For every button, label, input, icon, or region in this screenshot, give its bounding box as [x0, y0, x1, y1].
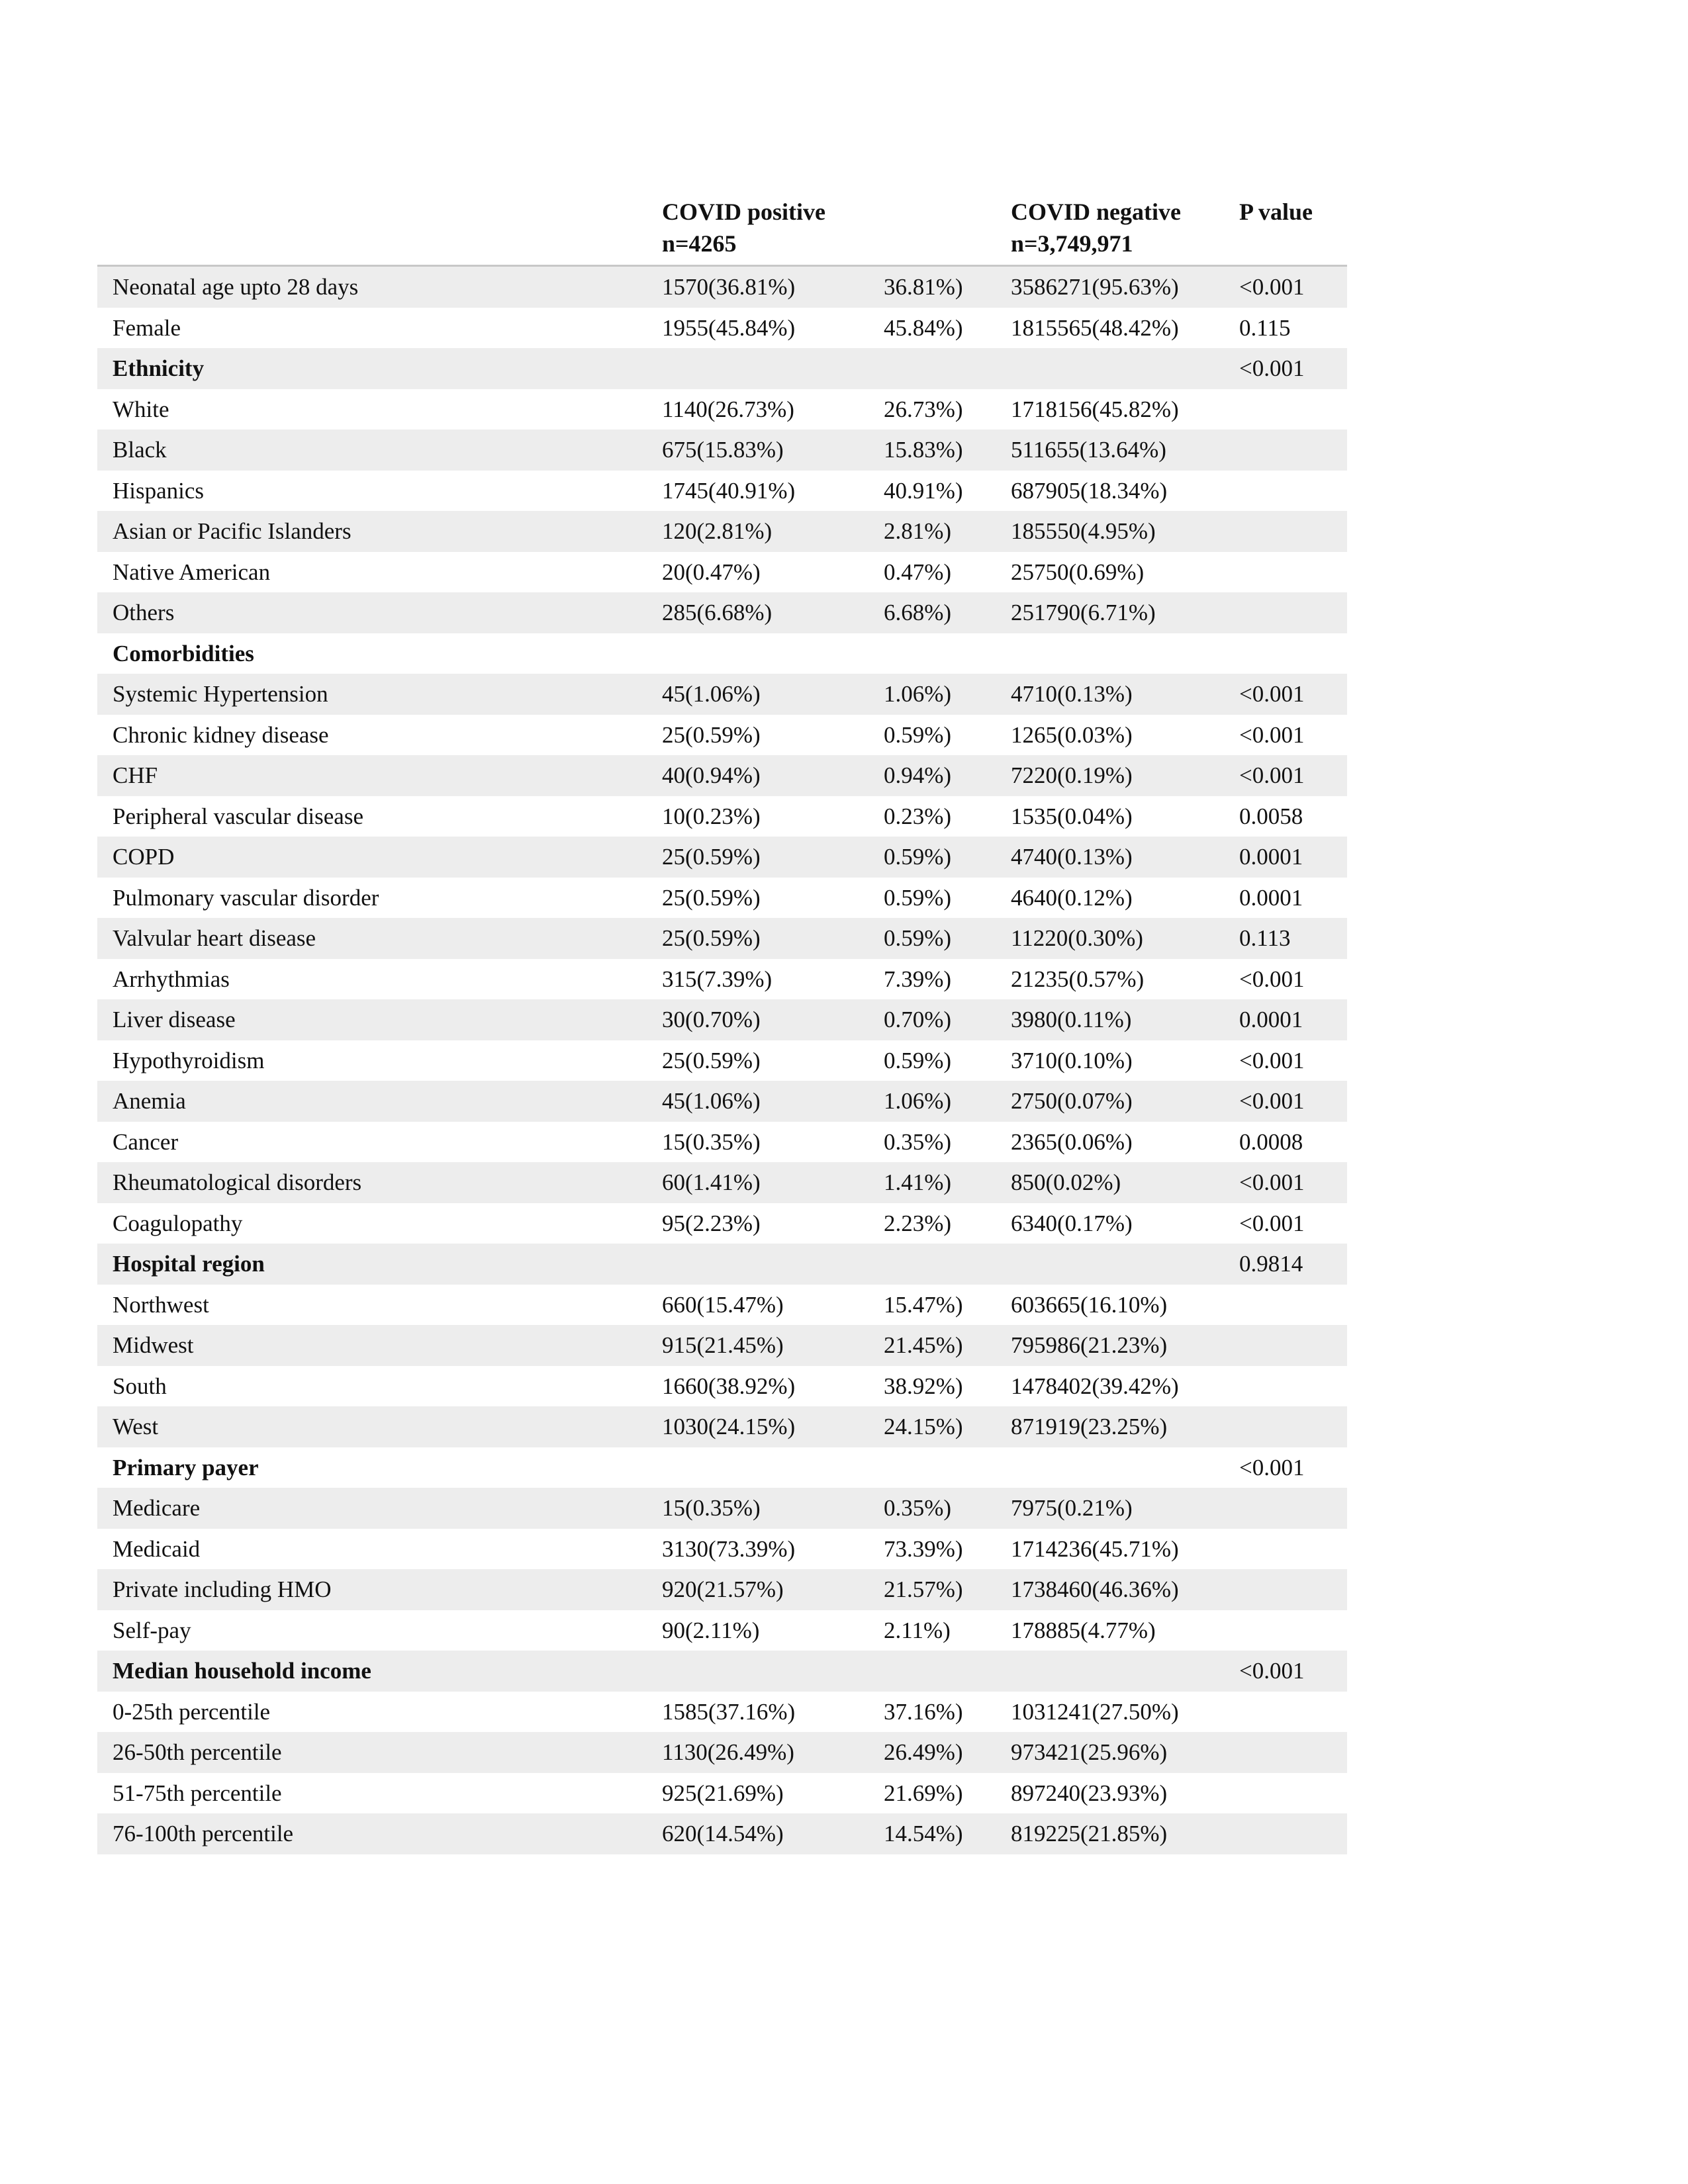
percent-cell: 1.06%) [884, 1088, 952, 1114]
covid-positive-cell: 120(2.81%) [662, 518, 773, 544]
table-row [97, 1813, 1347, 1854]
covid-negative-cell: 973421(25.96%) [1011, 1739, 1168, 1765]
percent-cell: 0.94%) [884, 762, 952, 788]
table-row [97, 1692, 1347, 1733]
table-row [97, 1162, 1347, 1203]
row-label: Others [113, 600, 175, 625]
p-value-cell: 0.115 [1239, 314, 1291, 341]
p-value-cell: 0.0001 [1239, 1007, 1303, 1032]
row-label: Medicaid [113, 1535, 201, 1562]
covid-negative-cell: 7975(0.21%) [1011, 1495, 1133, 1521]
row-label: 26-50th percentile [113, 1739, 282, 1765]
row-label: 51-75th percentile [113, 1780, 282, 1806]
row-label: Cancer [113, 1128, 179, 1155]
percent-cell: 1.06%) [884, 681, 952, 707]
section-header-row [97, 633, 1347, 674]
covid-negative-cell: 4740(0.13%) [1011, 844, 1133, 870]
p-value-cell: <0.001 [1239, 274, 1305, 300]
covid-negative-cell: 21235(0.57%) [1011, 966, 1145, 992]
covid-negative-cell: 4640(0.12%) [1011, 884, 1133, 911]
covid-positive-cell: 20(0.47%) [662, 559, 761, 585]
header-p-value [1239, 196, 1313, 228]
row-label: Systemic Hypertension [113, 681, 328, 707]
covid-negative-cell: 25750(0.69%) [1011, 559, 1145, 585]
row-label: Chronic kidney disease [113, 721, 329, 748]
table-row [97, 1773, 1347, 1814]
covid-negative-cell: 3710(0.10%) [1011, 1047, 1133, 1073]
percent-cell: 7.39%) [884, 966, 952, 992]
covid-positive-cell: 10(0.23%) [662, 803, 761, 829]
row-label: Comorbidities [113, 640, 254, 666]
percent-cell: 45.84%) [884, 314, 963, 341]
percent-cell: 1.41%) [884, 1169, 952, 1195]
percent-cell: 26.73%) [884, 396, 963, 422]
percent-cell: 15.83%) [884, 437, 963, 463]
row-label: Private including HMO [113, 1576, 332, 1602]
row-label: Primary payer [113, 1454, 259, 1480]
table-row [97, 471, 1347, 512]
row-label: South [113, 1373, 167, 1399]
table-row [97, 1122, 1347, 1163]
covid-positive-cell: 1585(37.16%) [662, 1698, 796, 1725]
covid-negative-cell: 897240(23.93%) [1011, 1780, 1168, 1806]
table-row [97, 511, 1347, 552]
covid-positive-cell: 1660(38.92%) [662, 1373, 796, 1399]
percent-cell: 21.69%) [884, 1780, 963, 1806]
covid-positive-cell: 95(2.23%) [662, 1210, 761, 1236]
table-row [97, 674, 1347, 715]
covid-negative-cell: 1718156(45.82%) [1011, 396, 1179, 422]
row-label: Ethnicity [113, 355, 205, 381]
row-label: Arrhythmias [113, 966, 230, 992]
percent-cell: 2.81%) [884, 518, 952, 544]
percent-cell: 24.15%) [884, 1414, 963, 1439]
table-row [97, 1569, 1347, 1610]
section-header-row [97, 348, 1347, 389]
table-row [97, 1325, 1347, 1366]
percent-cell: 15.47%) [884, 1291, 963, 1318]
p-value-cell: 0.0008 [1239, 1128, 1303, 1155]
covid-positive-cell: 45(1.06%) [662, 1088, 761, 1114]
table-row [97, 267, 1347, 308]
row-label: 0-25th percentile [113, 1698, 271, 1725]
covid-positive-cell: 1745(40.91%) [662, 477, 796, 504]
covid-negative-cell: 1535(0.04%) [1011, 803, 1133, 829]
percent-cell: 6.68%) [884, 600, 952, 625]
covid-positive-cell: 60(1.41%) [662, 1169, 761, 1195]
covid-positive-cell: 660(15.47%) [662, 1291, 784, 1318]
covid-negative-cell: 1815565(48.42%) [1011, 314, 1179, 341]
covid-positive-cell: 40(0.94%) [662, 762, 761, 788]
row-label: Peripheral vascular disease [113, 803, 364, 829]
table-row [97, 878, 1347, 919]
header-p-value-title: P value [1239, 199, 1313, 225]
covid-negative-cell: 2365(0.06%) [1011, 1128, 1133, 1155]
covid-positive-cell: 3130(73.39%) [662, 1535, 796, 1562]
p-value-cell: 0.113 [1239, 925, 1291, 951]
covid-negative-cell: 3586271(95.63%) [1011, 274, 1179, 300]
covid-positive-cell: 315(7.39%) [662, 966, 773, 992]
table-body [97, 267, 1347, 1854]
covid-negative-cell: 178885(4.77%) [1011, 1617, 1156, 1643]
p-value-cell: <0.001 [1239, 721, 1305, 748]
percent-cell: 36.81%) [884, 274, 963, 300]
row-label: Hospital region [113, 1251, 265, 1277]
covid-negative-cell: 1738460(46.36%) [1011, 1576, 1179, 1602]
covid-negative-cell: 185550(4.95%) [1011, 518, 1156, 544]
row-label: Native American [113, 559, 271, 585]
table-row [97, 1406, 1347, 1447]
percent-cell: 2.11%) [884, 1617, 951, 1643]
p-value-cell: <0.001 [1239, 1088, 1305, 1114]
percent-cell: 0.59%) [884, 925, 952, 951]
table-row [97, 552, 1347, 593]
table-row [97, 592, 1347, 633]
row-label: Hispanics [113, 477, 205, 504]
row-label: Pulmonary vascular disorder [113, 884, 379, 911]
covid-positive-cell: 925(21.69%) [662, 1780, 784, 1806]
covid-negative-cell: 3980(0.11%) [1011, 1007, 1132, 1032]
percent-cell: 0.23%) [884, 803, 952, 829]
row-label: Liver disease [113, 1007, 236, 1032]
table-row [97, 1488, 1347, 1529]
row-label: Female [113, 314, 181, 341]
covid-negative-cell: 603665(16.10%) [1011, 1291, 1168, 1318]
percent-cell: 38.92%) [884, 1373, 963, 1399]
covid-positive-cell: 30(0.70%) [662, 1007, 761, 1032]
covid-positive-cell: 1570(36.81%) [662, 274, 796, 300]
table-header [97, 191, 1347, 267]
percent-cell: 37.16%) [884, 1698, 963, 1725]
row-label: Self-pay [113, 1617, 191, 1643]
covid-positive-cell: 25(0.59%) [662, 884, 761, 911]
covid-negative-cell: 4710(0.13%) [1011, 681, 1133, 707]
covid-negative-cell: 511655(13.64%) [1011, 437, 1166, 463]
covid-positive-cell: 1140(26.73%) [662, 396, 794, 422]
p-value-cell: 0.0001 [1239, 884, 1303, 911]
covid-positive-cell: 1030(24.15%) [662, 1414, 796, 1439]
row-label: Anemia [113, 1088, 186, 1114]
row-label: Asian or Pacific Islanders [113, 518, 352, 544]
row-label: Neonatal age upto 28 days [113, 274, 359, 300]
header-covid-negative-n: n=3,749,971 [1011, 230, 1133, 257]
row-label: Northwest [113, 1291, 209, 1318]
table-row [97, 1081, 1347, 1122]
header-covid-positive-n: n=4265 [662, 230, 737, 257]
header-covid-negative-title: COVID negative [1011, 199, 1181, 225]
p-value-cell: <0.001 [1239, 681, 1305, 707]
table-row [97, 918, 1347, 959]
covid-positive-cell: 25(0.59%) [662, 721, 761, 748]
covid-negative-cell: 2750(0.07%) [1011, 1088, 1133, 1114]
percent-cell: 0.59%) [884, 844, 952, 870]
table-row [97, 1732, 1347, 1773]
row-label: CHF [113, 762, 158, 788]
section-header-row [97, 1447, 1347, 1488]
percent-cell: 0.47%) [884, 559, 952, 585]
covid-positive-cell: 15(0.35%) [662, 1128, 761, 1155]
p-value-cell: 0.9814 [1239, 1251, 1303, 1277]
table-row [97, 308, 1347, 349]
percent-cell: 0.59%) [884, 721, 952, 748]
p-value-cell: 0.0058 [1239, 803, 1303, 829]
table-row [97, 959, 1347, 1000]
p-value-cell: 0.0001 [1239, 844, 1303, 870]
row-label: Hypothyroidism [113, 1047, 265, 1073]
p-value-cell: <0.001 [1239, 1169, 1305, 1195]
covid-positive-cell: 90(2.11%) [662, 1617, 760, 1643]
table-row [97, 1203, 1347, 1244]
row-label: 76-100th percentile [113, 1821, 294, 1846]
header-covid-negative [1011, 196, 1181, 259]
table-row [97, 389, 1347, 430]
p-value-cell: <0.001 [1239, 1210, 1305, 1236]
p-value-cell: <0.001 [1239, 1454, 1305, 1480]
p-value-cell: <0.001 [1239, 1658, 1305, 1684]
percent-cell: 0.70%) [884, 1007, 952, 1032]
covid-positive-cell: 675(15.83%) [662, 437, 784, 463]
row-label: Rheumatological disorders [113, 1169, 362, 1195]
row-label: COPD [113, 844, 175, 870]
header-covid-positive [662, 196, 825, 259]
covid-negative-cell: 6340(0.17%) [1011, 1210, 1133, 1236]
percent-cell: 40.91%) [884, 477, 963, 504]
percent-cell: 2.23%) [884, 1210, 952, 1236]
table-row [97, 1610, 1347, 1651]
percent-cell: 73.39%) [884, 1535, 963, 1562]
table-row [97, 1366, 1347, 1407]
header-covid-positive-title: COVID positive [662, 199, 826, 225]
covid-positive-cell: 915(21.45%) [662, 1332, 784, 1358]
covid-positive-cell: 920(21.57%) [662, 1576, 784, 1602]
covid-negative-cell: 871919(23.25%) [1011, 1414, 1168, 1439]
covid-positive-cell: 15(0.35%) [662, 1495, 761, 1521]
covid-positive-cell: 1955(45.84%) [662, 314, 796, 341]
covid-negative-cell: 251790(6.71%) [1011, 600, 1156, 625]
row-label: Valvular heart disease [113, 925, 316, 951]
row-label: Black [113, 437, 167, 463]
percent-cell: 0.35%) [884, 1128, 952, 1155]
covid-positive-cell: 25(0.59%) [662, 925, 761, 951]
percent-cell: 26.49%) [884, 1739, 963, 1765]
section-header-row [97, 1244, 1347, 1285]
covid-negative-cell: 1714236(45.71%) [1011, 1535, 1179, 1562]
table-row [97, 1040, 1347, 1081]
covid-negative-cell: 7220(0.19%) [1011, 762, 1133, 788]
table-row [97, 715, 1347, 756]
section-header-row [97, 1651, 1347, 1692]
covid-negative-cell: 850(0.02%) [1011, 1169, 1121, 1195]
covid-positive-cell: 45(1.06%) [662, 681, 761, 707]
table-row [97, 999, 1347, 1040]
p-value-cell: <0.001 [1239, 1047, 1305, 1073]
row-label: White [113, 396, 169, 422]
covid-positive-cell: 620(14.54%) [662, 1821, 784, 1846]
covid-negative-cell: 687905(18.34%) [1011, 477, 1168, 504]
covid-negative-cell: 1265(0.03%) [1011, 721, 1133, 748]
covid-positive-cell: 25(0.59%) [662, 1047, 761, 1073]
row-label: Medicare [113, 1495, 201, 1521]
row-label: Midwest [113, 1332, 194, 1358]
percent-cell: 0.35%) [884, 1495, 952, 1521]
table-row [97, 796, 1347, 837]
row-label: Median household income [113, 1658, 371, 1684]
covid-negative-cell: 795986(21.23%) [1011, 1332, 1168, 1358]
covid-positive-cell: 25(0.59%) [662, 844, 761, 870]
covid-negative-cell: 1031241(27.50%) [1011, 1698, 1179, 1725]
p-value-cell: <0.001 [1239, 355, 1305, 381]
table-row [97, 1285, 1347, 1326]
covid-negative-cell: 819225(21.85%) [1011, 1821, 1168, 1846]
table-row [97, 430, 1347, 471]
percent-cell: 21.45%) [884, 1332, 963, 1358]
covid-negative-cell: 1478402(39.42%) [1011, 1373, 1179, 1399]
percent-cell: 21.57%) [884, 1576, 963, 1602]
percent-cell: 0.59%) [884, 884, 952, 911]
percent-cell: 14.54%) [884, 1821, 963, 1846]
covid-negative-cell: 11220(0.30%) [1011, 925, 1143, 951]
percent-cell: 0.59%) [884, 1047, 952, 1073]
row-label: Coagulopathy [113, 1210, 243, 1236]
p-value-cell: <0.001 [1239, 966, 1305, 992]
table-row [97, 837, 1347, 878]
row-label: West [113, 1414, 159, 1439]
covid-positive-cell: 285(6.68%) [662, 600, 773, 625]
table-row [97, 755, 1347, 796]
covid-positive-cell: 1130(26.49%) [662, 1739, 794, 1765]
data-table [97, 191, 1347, 1854]
table-row [97, 1529, 1347, 1570]
p-value-cell: <0.001 [1239, 762, 1305, 788]
